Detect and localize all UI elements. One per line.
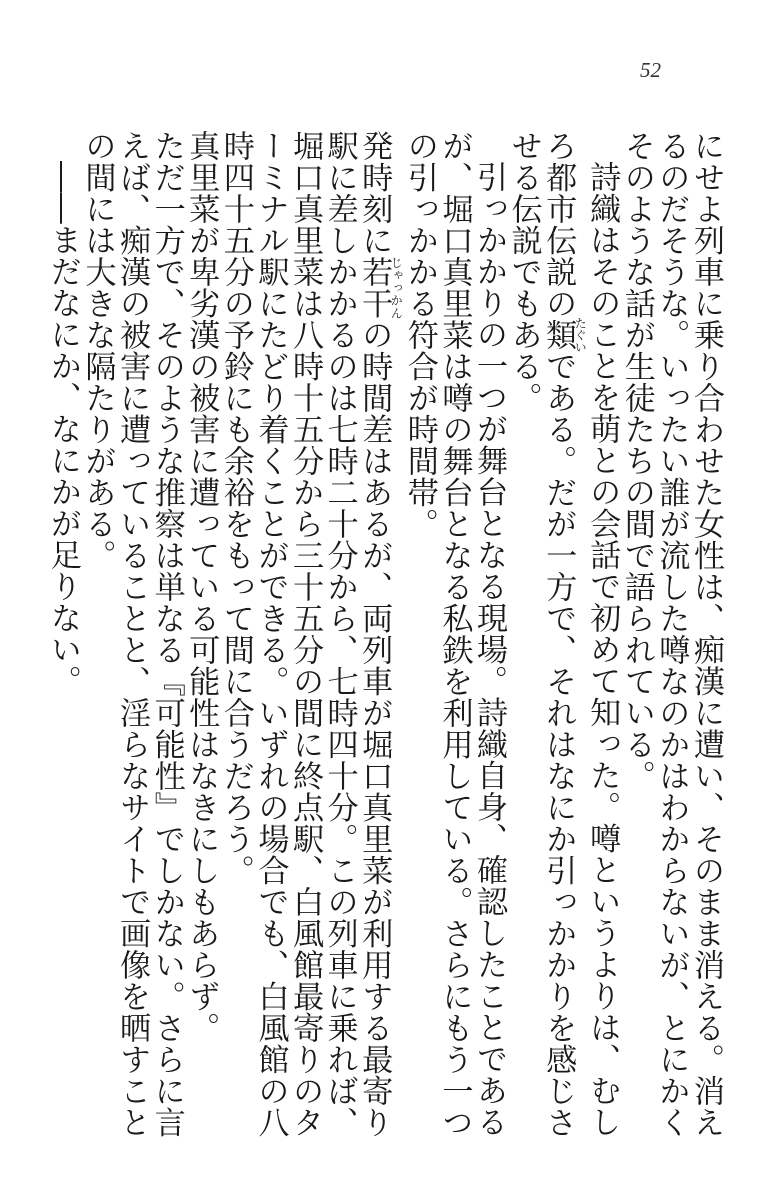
paragraph-2-post: である。だが一方で、それはなにか引っかかりを感じさせる伝説でもある。	[505, 130, 577, 1138]
ruby-jakkan: 若干じゃっかん	[356, 256, 404, 319]
page-number: 52	[640, 58, 661, 82]
ruby-annotation: たぐい	[573, 316, 588, 353]
paragraph-4-post: の時間差はあるが、両列車が堀口真里菜が利用する最寄り駅に差しかかるのは七時二十分から、七時四十分。この列車に乗れば、堀口真里菜は八時十五分から三十五分の間に終点駅、白風館最寄りのターミナル駅にたどり着くことができる。いずれの場合でも、白風館の八時四十五分の予鈴にも余裕をもって間に合うだろう。	[217, 130, 393, 1138]
paragraph-2	[506, 130, 619, 1140]
paragraph-4	[218, 130, 402, 1140]
vertical-text-body	[44, 130, 724, 1140]
paragraph-4-pre: 発時刻に	[356, 130, 393, 256]
paragraph-5: 真里菜が卑劣漢の被害に遭っている可能性はなきにしもあらず。	[183, 130, 220, 1044]
paragraph-1: にせよ列車に乗り合わせた女性は、痴漢に遭い、そのまま消える。消えるのだそうな。いったい誰が流した噂なのかはわからないが、とにかくそのような話が生徒たちの間で語られている。	[618, 130, 724, 1138]
paragraph-7: ――まだなにか、なにかが足りない。	[44, 161, 81, 697]
paragraph-3: 引っかかりの一つが舞台となる現場。詩織自身、確認したことであるが、堀口真里菜は噂の舞台となる私鉄を利用している。さらにもう一つの引っかかる符合が時間帯。	[401, 130, 508, 1138]
ruby-annotation: じゃっかん	[389, 256, 404, 319]
paragraph-6: ただ一方で、そのような推察は単なる『可能性』でしかない。さらに言えば、痴漢の被害に遭っていることと、淫らなサイトで画像を晒すことの間には大きな隔たりがある。	[79, 130, 185, 1138]
paragraph-2-pre: 詩織はそのことを萌との会話で初めて知った。噂というよりは、むしろ都市伝説の	[540, 130, 621, 1138]
ruby-tagui: 類たぐい	[540, 316, 588, 353]
